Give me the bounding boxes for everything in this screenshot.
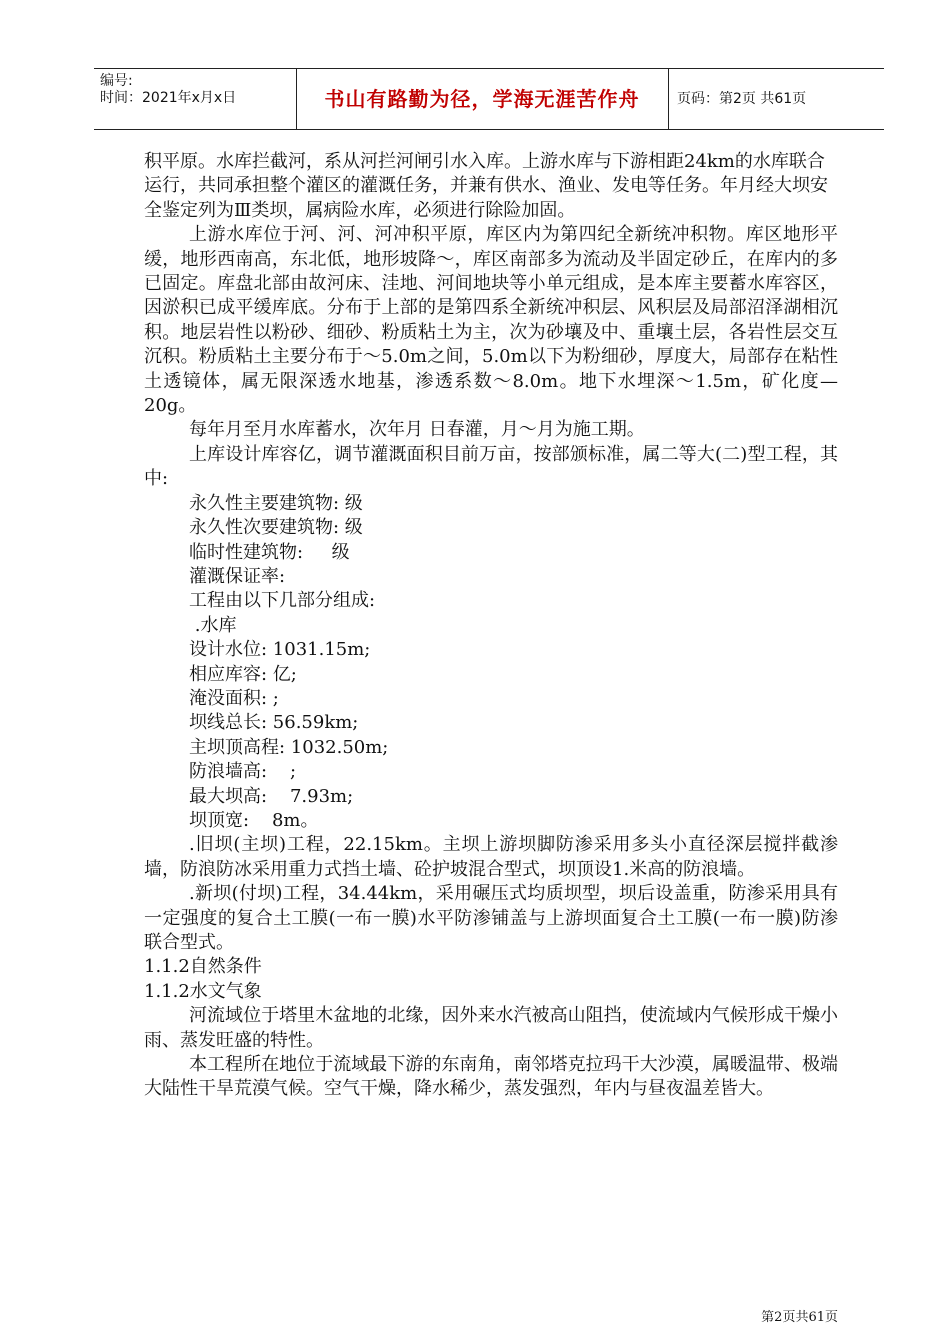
header-page-number: 页码：第2页 共61页 <box>677 91 807 107</box>
section-heading: 1.1.2自然条件 <box>144 956 262 978</box>
list-item: 永久性主要建筑物: 级 <box>189 492 363 514</box>
list-item: 灌溉保证率: <box>189 565 286 587</box>
body-paragraph: .旧坝(主坝)工程，22.15km。主坝上游坝脚防渗采用多头小直径深层搅拌截渗墙，防浪防冰采用重力式挡土墙、砼护坡混合型式，坝顶设1.米高的防浪墙。 <box>144 834 838 880</box>
list-item: 永久性次要建筑物: 级 <box>189 517 363 539</box>
document-number-label: 编号: <box>100 73 133 89</box>
section-heading: 1.1.2水文气象 <box>144 980 262 1002</box>
page-header <box>94 68 884 130</box>
list-item: 设计水位: 1031.15m; <box>189 639 371 661</box>
document-time-label: 时间：2021年x月x日 <box>100 90 237 106</box>
list-item: 坝顶宽: 8m。 <box>189 809 319 831</box>
list-item: 最大坝高: 7.93m; <box>189 785 354 807</box>
list-item: 坝线总长: 56.59km; <box>189 712 359 734</box>
list-item: 相应库容: 亿; <box>189 663 297 685</box>
list-item: .水库 <box>189 614 237 636</box>
body-paragraph: 上游水库位于河、河、河冲积平原，库区内为第四纪全新统冲积物。库区地形平缓，地形西南高，东北低，地形坡降～，库区南部多为流动及半固定砂丘，在库内的多已固定。库盘北部由故河床、洼地、河间地块等小单元组成，是本库主要蓄水库容区，因淤积已成平缓库底。分布于上部的是第四系全新统冲积层、风积层及局部沼泽湖相沉积。地层岩性以粉砂、细砂、粉质粘土为主，次为砂壤及中、重壤土层，各岩性层交互沉积。粉质粘土主要分布于～5.0m之间，5.0m以下为粉细砂，厚度大，局部存在粘性土透镜体，属无限深透水地基，渗透系数～8.0m。地下水埋深～1.5m，矿化度—20g。 <box>144 224 838 417</box>
body-paragraph: 本工程所在地位于流域最下游的东南角，南邻塔克拉玛干大沙漠，属暖温带、极端大陆性干旱荒漠气候。空气干燥，降水稀少，蒸发强烈，年内与昼夜温差皆大。 <box>144 1054 838 1100</box>
list-item: 主坝顶高程: 1032.50m; <box>189 736 389 758</box>
list-item: 防浪墙高: ; <box>189 761 297 783</box>
body-paragraph: 上库设计库容亿，调节灌溉面积目前万亩，按部颁标准，属二等大(二)型工程，其中: <box>144 443 838 490</box>
document-body <box>144 150 838 1102</box>
body-paragraph: 河流域位于塔里木盆地的北缘，因外来水汽被高山阻挡，使流域内气候形成干燥小雨、蒸发旺盛的特性。 <box>144 1005 838 1051</box>
body-paragraph: .新坝(付坝)工程，34.44km，采用碾压式均质坝型，坝后设盖重，防渗采用具有一定强度的复合土工膜(一布一膜)水平防渗铺盖与上游坝面复合土工膜(一布一膜)防渗联合型式。 <box>144 883 838 953</box>
body-paragraph: 每年月至月水库蓄水，次年月 日春灌，月～月为施工期。 <box>189 419 645 441</box>
list-item: 临时性建筑物: 级 <box>189 541 350 563</box>
list-item: 工程由以下几部分组成: <box>189 590 376 612</box>
header-divider <box>668 69 669 129</box>
header-motto: 书山有路勤为径，学海无涯苦作舟 <box>324 87 640 111</box>
body-paragraph: 积平原。水库拦截河，系从河拦河闸引水入库。上游水库与下游相距24km的水库联合运行，共同承担整个灌区的灌溉任务，并兼有供水、渔业、发电等任务。年月经大坝安全鉴定列为Ⅲ类坝，属病险水库，必须进行除险加固。 <box>144 151 828 221</box>
page-footer: 第2页共61页 <box>761 1310 838 1325</box>
header-info <box>100 73 296 107</box>
list-item: 淹没面积: ; <box>189 687 279 709</box>
